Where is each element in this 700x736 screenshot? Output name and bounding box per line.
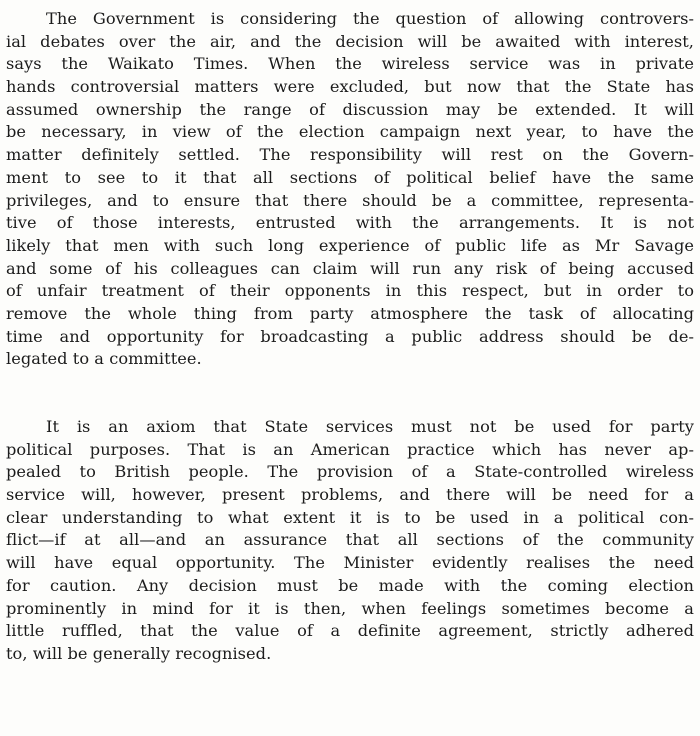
text-line: be necessary, in view of the election campaign next year, to have the: [6, 122, 694, 142]
text-line: privileges, and to ensure that there should be a committee, representa-: [6, 190, 694, 210]
text-line: hands controversial matters were excluded, but now that the State has: [6, 77, 694, 97]
text-line: assumed ownership the range of discussion may be extended. It will: [6, 99, 694, 119]
text-line: to, will be generally recognised.: [6, 643, 272, 663]
text-line: of unfair treatment of their opponents in this respect, but in order to: [6, 281, 694, 301]
text-line: says the Waikato Times. When the wireless service was in private: [6, 54, 694, 74]
paragraph-1: [6, 8, 694, 371]
text-line: legated to a committee.: [6, 349, 202, 369]
text-line: clear understanding to what extent it is to be used in a political con-: [6, 507, 694, 527]
text-line: and some of his colleagues can claim will run any risk of being accused: [6, 258, 694, 278]
text-line: political purposes. That is an American practice which has never ap-: [6, 439, 694, 459]
text-line: remove the whole thing from party atmosphere the task of allocating: [6, 303, 694, 323]
text-line: service will, however, present problems, and there will be need for a: [6, 485, 694, 505]
text-line: likely that men with such long experience of public life as Mr Savage: [6, 235, 694, 255]
text-line: matter definitely settled. The responsibility will rest on the Govern-: [6, 145, 694, 165]
text-line: little ruffled, that the value of a definite agreement, strictly adhered: [6, 621, 694, 641]
text-line: ial debates over the air, and the decision will be awaited with interest,: [6, 31, 694, 51]
text-line: will have equal opportunity. The Minister evidently realises the need: [6, 553, 694, 573]
text-line: The Government is considering the question of allowing controvers-: [46, 9, 694, 28]
text-line: time and opportunity for broadcasting a public address should be de-: [6, 326, 694, 346]
text-line: ment to see to it that all sections of political belief have the same: [6, 167, 694, 187]
text-line: tive of those interests, entrusted with the arrangements. It is not: [6, 213, 694, 233]
text-line: pealed to British people. The provision of a State-controlled wireless: [6, 462, 694, 482]
text-line: for caution. Any decision must be made with the coming election: [6, 575, 694, 595]
text-line: It is an axiom that State services must not be used for party: [46, 417, 694, 436]
text-line: flict—if at all—and an assurance that all sections of the community: [6, 530, 694, 550]
paragraph-2: [6, 416, 694, 666]
text-line: prominently in mind for it is then, when feelings sometimes become a: [6, 598, 694, 618]
